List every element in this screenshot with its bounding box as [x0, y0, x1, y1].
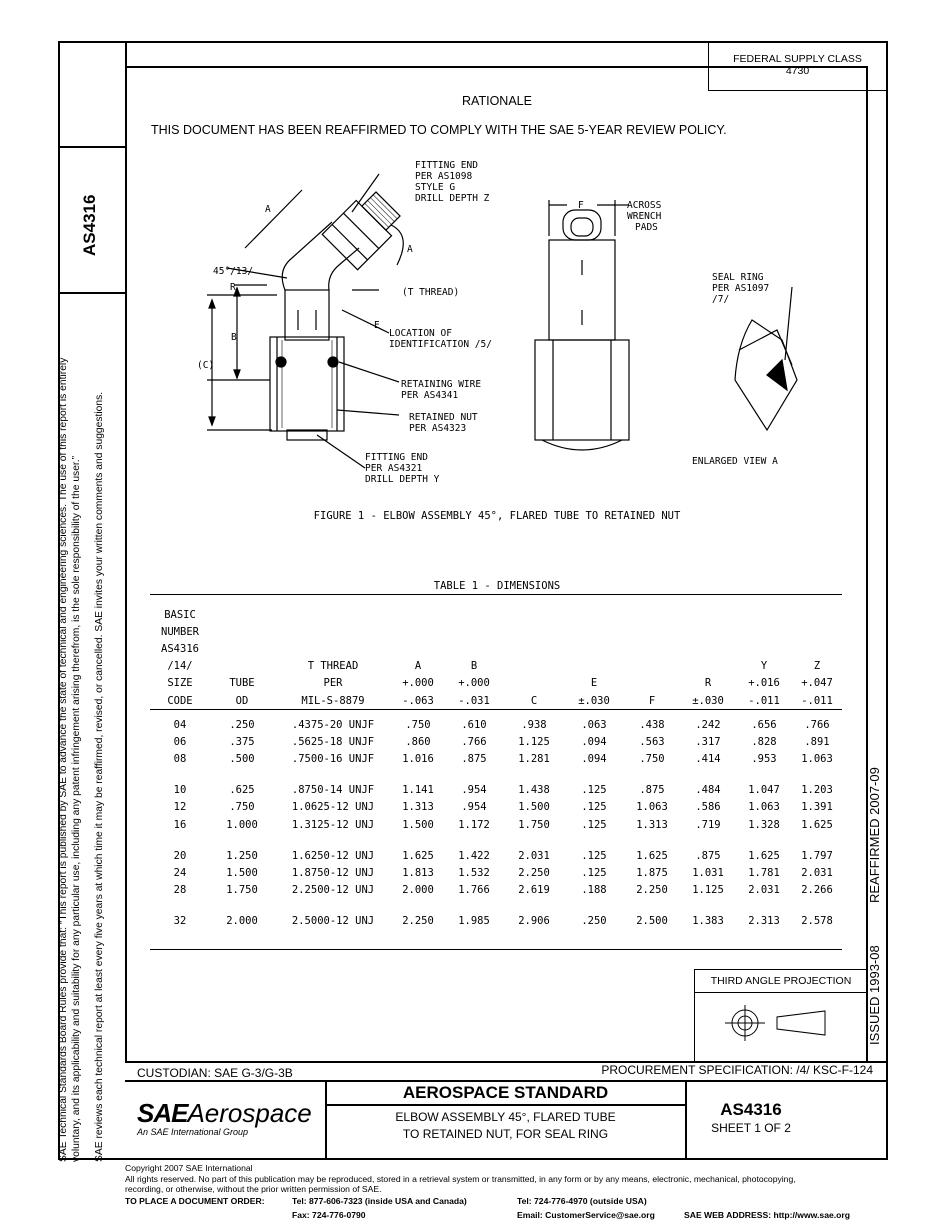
table-cell: 04 [173, 718, 187, 731]
fig-label-retained-nut-1: RETAINED NUT [409, 412, 478, 423]
table-cell: 2.250 [518, 867, 550, 880]
table-cell: 1.813 [402, 867, 434, 880]
elbow-assembly-figure [127, 150, 867, 540]
table-cell: .094 [581, 753, 607, 766]
table-cell: 20 [173, 849, 187, 862]
table-cell: .875 [695, 849, 721, 862]
fig-label-retaining-wire-2: PER AS4341 [401, 390, 459, 401]
table-cell: 2.313 [748, 915, 780, 928]
fig-label-location-1: LOCATION OF [389, 328, 452, 339]
fig-label-fitting-end-top-4: DRILL DEPTH Z [415, 193, 490, 204]
fig-label-f: F [578, 200, 584, 211]
header-cell: Z [813, 660, 821, 673]
order-label: TO PLACE A DOCUMENT ORDER: [125, 1196, 265, 1206]
table-cell: 1.172 [458, 818, 490, 831]
header-cell: -.031 [458, 694, 490, 707]
table-cell: 1.500 [402, 818, 434, 831]
retaining-wire-left [276, 357, 286, 367]
document-title-line1: ELBOW ASSEMBLY 45°, FLARED TUBE [395, 1110, 616, 1124]
table-cell: .954 [461, 784, 487, 797]
table-cell: .8750-14 UNJF [291, 784, 375, 797]
aerospace-standard-heading: AEROSPACE STANDARD [402, 1083, 609, 1102]
table-cell: .250 [229, 718, 255, 731]
table-header-row [150, 692, 842, 710]
document-number: AS4316 [720, 1100, 782, 1119]
table-row [150, 816, 842, 833]
rights-line2: recording, or otherwise, without the prior written permission of SAE. [125, 1184, 382, 1194]
table-cell: .891 [804, 735, 830, 748]
header-cell: A [414, 660, 422, 673]
heading-rule [325, 1104, 686, 1106]
header-cell: -.011 [801, 694, 833, 707]
supply-class-line2: 4730 [785, 65, 810, 77]
fig-label-seal-ring-2: PER AS1097 [712, 283, 770, 294]
fig-label-across-3: PADS [635, 222, 658, 233]
table-header [150, 606, 842, 716]
table-cell: 1.625 [801, 818, 833, 831]
table-cell: .750 [229, 801, 255, 814]
header-cell: NUMBER [161, 625, 199, 638]
header-cell: CODE [167, 694, 193, 707]
table-row [150, 733, 842, 750]
table-cell: 2.000 [226, 915, 258, 928]
custodian: CUSTODIAN: SAE G-3/G-3B [137, 1066, 293, 1080]
table-cell: .938 [521, 718, 547, 731]
table-cell: .750 [405, 718, 431, 731]
sae-rules-notice-line2: voluntary, and its applicability and suitability for any particular use, including any patent infringement arising therefrom, is the sole responsibility of the user.” [71, 455, 82, 1162]
table-cell: 1.0625-12 UNJ [291, 801, 375, 814]
retained-nut-body [270, 337, 344, 431]
header-cell: BASIC [164, 608, 196, 621]
figure-caption: FIGURE 1 - ELBOW ASSEMBLY 45°, FLARED TUBE TO RETAINED NUT [313, 510, 681, 522]
table-cell: .875 [639, 784, 665, 797]
header-cell: SIZE [167, 677, 193, 690]
table-cell: 10 [173, 784, 187, 797]
table-cell: .375 [229, 735, 255, 748]
header-cell: -.011 [748, 694, 780, 707]
table-cell: 1.313 [402, 801, 434, 814]
fig-label-retaining-wire-1: RETAINING WIRE [401, 379, 482, 390]
table-cell: 12 [173, 801, 187, 814]
fig-label-seal-ring-1: SEAL RING [712, 272, 764, 283]
fig-label-across-1: ACROSS [627, 200, 662, 211]
logo-subtitle: An SAE International Group [137, 1127, 249, 1137]
table-cell: .125 [581, 784, 607, 797]
logo-aerospace: Aerospace [187, 1098, 312, 1128]
table-cell: 1.985 [458, 915, 490, 928]
table-cell: 1.766 [458, 884, 490, 897]
table-cell: 1.016 [402, 753, 434, 766]
table-cell: 2.5000-12 UNJ [291, 915, 375, 928]
header-cell: PER [323, 677, 343, 690]
header-cell: Y [760, 660, 768, 673]
supply-class-box [708, 41, 886, 91]
table-cell: 2.031 [518, 849, 550, 862]
table-cell: .954 [461, 801, 487, 814]
table-cell: .860 [405, 735, 431, 748]
table-cell: .719 [695, 818, 721, 831]
table-cell: 2.619 [518, 884, 550, 897]
table-cell: 1.125 [692, 884, 724, 897]
table-cell: .610 [461, 718, 487, 731]
table-title: TABLE 1 - DIMENSIONS [433, 580, 561, 592]
table-cell: .484 [695, 784, 721, 797]
table-header-row [150, 606, 842, 623]
header-cell: B [470, 660, 478, 673]
sae-rules-notice-line1: SAE Technical Standards Board Rules provide that: “This report is published by SAE to advance the state of technical and engineering sciences. The use of this report is entirely [58, 357, 69, 1162]
table-row [150, 799, 842, 816]
table-group-spacer [150, 899, 842, 913]
supply-class-line1: FEDERAL SUPPLY CLASS [733, 53, 862, 65]
fig-label-across-2: WRENCH [627, 211, 662, 222]
rationale-heading: RATIONALE [462, 94, 532, 108]
header-cell [210, 658, 274, 675]
header-cell [680, 658, 736, 675]
table-body [150, 716, 842, 930]
sae-aerospace-logo [137, 1098, 312, 1137]
table-cell: 1.250 [226, 849, 258, 862]
fig-label-fitting-end-bottom-1: FITTING END [365, 452, 428, 463]
email-link[interactable]: Email: CustomerService@sae.org [517, 1210, 655, 1220]
table-cell: 1.438 [518, 784, 550, 797]
table-cell: 1.532 [458, 867, 490, 880]
tel-outside-usa: Tel: 724-776-4970 (outside USA) [517, 1196, 647, 1206]
document-title-line2: TO RETAINED NUT, FOR SEAL RING [402, 1127, 609, 1141]
table-cell: .438 [639, 718, 665, 731]
table-header-row [150, 640, 842, 657]
fax: Fax: 724-776-0790 [292, 1210, 366, 1220]
table-cell: 1.422 [458, 849, 490, 862]
header-cell [504, 658, 564, 675]
table-cell: 08 [173, 753, 187, 766]
doc-id-tab: AS4316 [80, 194, 99, 256]
table-row [150, 716, 842, 733]
header-cell: +.000 [458, 677, 490, 690]
projection-box [694, 969, 867, 1061]
table-row [150, 782, 842, 799]
header-cell [624, 675, 680, 692]
table-cell: 2.578 [801, 915, 833, 928]
dimensions-table [150, 606, 842, 930]
tab-bottom-divider [58, 292, 127, 294]
table-cell: 1.625 [402, 849, 434, 862]
table-cell: 2.031 [748, 884, 780, 897]
fig-label-fitting-end-top-1: FITTING END [415, 160, 478, 171]
table-cell: 1.281 [518, 753, 550, 766]
fig-label-b: B [231, 332, 237, 343]
table-cell: .125 [581, 801, 607, 814]
table-cell: 1.500 [226, 867, 258, 880]
table-cell: 1.125 [518, 735, 550, 748]
table-cell: 1.6250-12 UNJ [291, 849, 375, 862]
table-cell: .625 [229, 784, 255, 797]
table-cell: 1.875 [636, 867, 668, 880]
fig-label-seal-ring-3: /7/ [712, 294, 730, 305]
table-bottom-rule [150, 949, 842, 950]
table-cell: 16 [173, 818, 187, 831]
table-cell: .563 [639, 735, 665, 748]
footer [125, 1163, 885, 1195]
table-cell: 32 [173, 915, 187, 928]
fig-label-r: R [230, 282, 236, 293]
header-cell [624, 658, 680, 675]
fig-label-a-top: A [265, 204, 271, 215]
procurement-spec: PROCUREMENT SPECIFICATION: /4/ KSC-F-124 [601, 1063, 873, 1077]
fig-label-fitting-end-top-2: PER AS1098 [415, 171, 473, 182]
table-cell: 1.8750-12 UNJ [291, 867, 375, 880]
table-cell: 2.250 [402, 915, 434, 928]
table-cell: .125 [581, 849, 607, 862]
table-cell: 1.625 [748, 849, 780, 862]
table-row [150, 847, 842, 864]
sheet-number: SHEET 1 OF 2 [711, 1121, 791, 1135]
table-cell: .586 [695, 801, 721, 814]
table-header-row [150, 623, 842, 640]
table-cell: .188 [581, 884, 607, 897]
fig-label-angle: 45°/13/ [213, 266, 254, 277]
table-cell: .414 [695, 753, 721, 766]
tab-top-divider [58, 146, 127, 148]
table-cell: 1.063 [636, 801, 668, 814]
table-group-spacer [150, 833, 842, 847]
header-cell: F [648, 694, 656, 707]
header-cell [564, 658, 624, 675]
table-cell: .7500-16 UNJF [291, 753, 375, 766]
table-cell: .750 [639, 753, 665, 766]
projection-symbol [695, 993, 865, 1053]
table-cell: 1.3125-12 UNJ [291, 818, 375, 831]
table-header-row [150, 658, 842, 675]
table-cell: .125 [581, 818, 607, 831]
table-cell: 1.383 [692, 915, 724, 928]
tel-inside-usa: Tel: 877-606-7323 (inside USA and Canada) [292, 1196, 467, 1206]
header-cell: T THREAD [307, 660, 359, 673]
table-cell: .766 [804, 718, 830, 731]
table-cell: 1.141 [402, 784, 434, 797]
table-cell: .828 [751, 735, 777, 748]
header-cell: ±.030 [692, 694, 724, 707]
table-cell: 1.625 [636, 849, 668, 862]
web-address-link[interactable]: SAE WEB ADDRESS: http://www.sae.org [684, 1210, 850, 1220]
table-cell: 06 [173, 735, 187, 748]
table-cell: .4375-20 UNJF [291, 718, 375, 731]
fig-label-fitting-end-bottom-3: DRILL DEPTH Y [365, 474, 440, 485]
table-cell: 1.750 [518, 818, 550, 831]
header-cell: ±.030 [578, 694, 610, 707]
table-cell: 1.203 [801, 784, 833, 797]
retaining-wire-right [328, 357, 338, 367]
table-row [150, 913, 842, 930]
fig-label-c: (C) [197, 360, 215, 371]
table-cell: 1.500 [518, 801, 550, 814]
header-cell: E [590, 677, 598, 690]
table-cell: 1.031 [692, 867, 724, 880]
table-cell: .063 [581, 718, 607, 731]
fig-label-enlarged: ENLARGED VIEW A [692, 456, 778, 467]
header-cell: /14/ [167, 660, 193, 673]
header-cell: +.047 [801, 677, 833, 690]
table-cell: 1.313 [636, 818, 668, 831]
table-cell: 1.781 [748, 867, 780, 880]
table-cell: 24 [173, 867, 187, 880]
table-cell: .656 [751, 718, 777, 731]
header-cell: C [530, 694, 538, 707]
table-cell: .125 [581, 867, 607, 880]
table-cell: 1.063 [801, 753, 833, 766]
table-cell: 2.250 [636, 884, 668, 897]
copyright: Copyright 2007 SAE International [125, 1163, 253, 1173]
table-cell: 2.906 [518, 915, 550, 928]
table-cell: .5625-18 UNJF [291, 735, 375, 748]
table-cell: 2.000 [402, 884, 434, 897]
issued-date: ISSUED 1993-08 [867, 945, 882, 1045]
table-top-rule [150, 594, 842, 595]
table-cell: 1.000 [226, 818, 258, 831]
fig-label-a-right: A [407, 244, 413, 255]
table-cell: .953 [751, 753, 777, 766]
table-row [150, 864, 842, 881]
fig-label-fitting-end-bottom-2: PER AS4321 [365, 463, 423, 474]
table-row [150, 882, 842, 899]
fig-label-retained-nut-2: PER AS4323 [409, 423, 467, 434]
table-cell: .094 [581, 735, 607, 748]
table-cell: .242 [695, 718, 721, 731]
table-cell: .766 [461, 735, 487, 748]
table-cell: 2.500 [636, 915, 668, 928]
table-group-spacer [150, 768, 842, 782]
table-cell: 2.2500-12 UNJ [291, 884, 375, 897]
rights-line1: All rights reserved. No part of this publication may be reproduced, stored in a retrieval system or transmitted, in any form or by any means, electronic, mechanical, photocopying, [125, 1173, 796, 1184]
fig-label-e: E [374, 320, 380, 331]
header-cell: +.000 [402, 677, 434, 690]
table-cell: .500 [229, 753, 255, 766]
fig-label-location-2: IDENTIFICATION /5/ [389, 339, 492, 350]
table-header-row [150, 675, 842, 692]
table-cell: 28 [173, 884, 187, 897]
fig-label-fitting-end-top-3: STYLE G [415, 182, 456, 193]
title-block-mid-rule [125, 1080, 888, 1082]
header-cell: OD [235, 694, 249, 707]
table-cell: 1.328 [748, 818, 780, 831]
table-cell: 1.391 [801, 801, 833, 814]
rationale-text: THIS DOCUMENT HAS BEEN REAFFIRMED TO COMPLY WITH THE SAE 5-YEAR REVIEW POLICY. [151, 123, 727, 137]
table-cell: .317 [695, 735, 721, 748]
header-cell: TUBE [229, 677, 255, 690]
table-cell: 1.063 [748, 801, 780, 814]
table-cell: .250 [581, 915, 607, 928]
header-cell: AS4316 [161, 642, 199, 655]
sae-review-notice: SAE reviews each technical report at least every five years at which time it may be reaffirmed, revised, or cancelled. SAE invites your written comments and suggestions. [94, 391, 105, 1162]
header-cell: R [704, 677, 712, 690]
table-cell: 1.750 [226, 884, 258, 897]
fig-label-t-thread: (T THREAD) [402, 287, 460, 298]
table-cell: .875 [461, 753, 487, 766]
table-cell: 2.031 [801, 867, 833, 880]
table-cell: 1.047 [748, 784, 780, 797]
reaffirmed-date: REAFFIRMED 2007-09 [867, 767, 882, 903]
table-cell: 2.266 [801, 884, 833, 897]
header-cell: -.063 [402, 694, 434, 707]
header-cell: MIL-S-8879 [301, 694, 365, 707]
logo-sae: SAE [137, 1098, 188, 1128]
table-cell: 1.797 [801, 849, 833, 862]
header-cell: +.016 [748, 677, 780, 690]
header-cell [504, 675, 564, 692]
projection-label: THIRD ANGLE PROJECTION [710, 975, 852, 987]
table-row [150, 751, 842, 768]
